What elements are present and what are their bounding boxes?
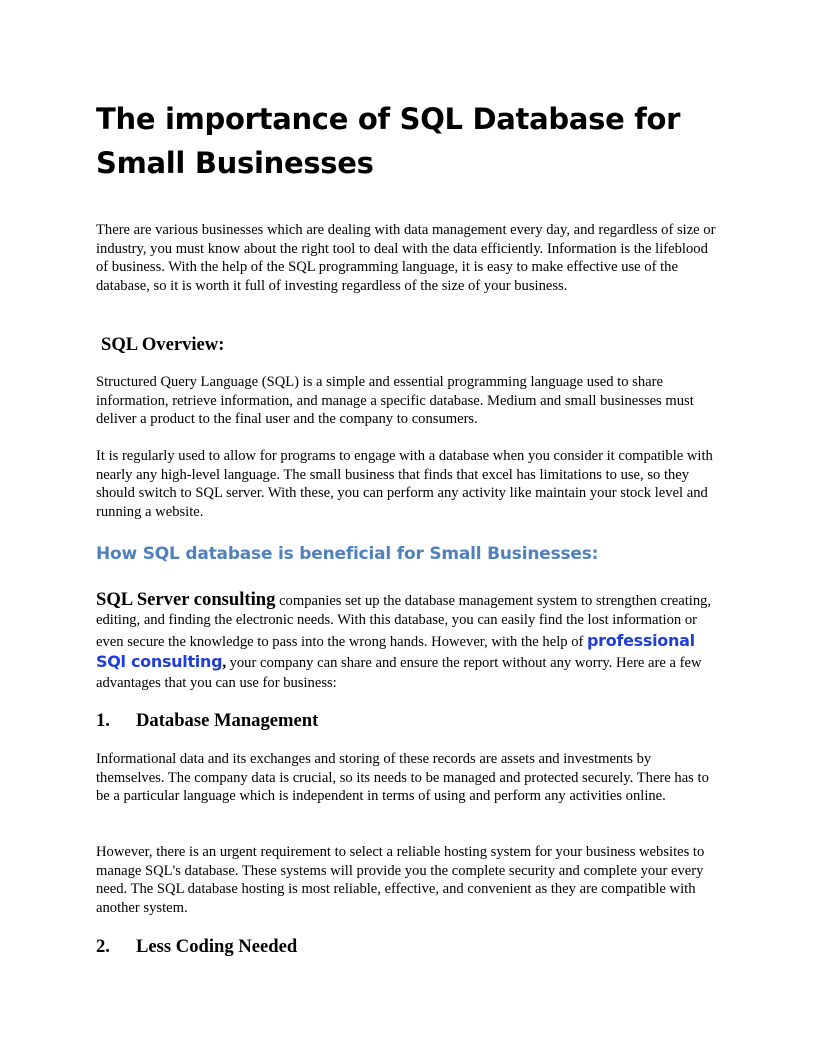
sql-server-consulting-term: SQL Server consulting — [96, 589, 276, 610]
section-1-number: 1. — [96, 710, 110, 731]
section-1-title: Database Management — [136, 710, 319, 731]
section-1-paragraph-2: However, there is an urgent requirement to select a reliable hosting system for your business websites to manage SQL's database. These systems will provide you the complete security and complete your every need. The SQL database hosting is most reliable, effective, and convenient as they are compatible with another system. — [96, 844, 705, 916]
benefits-text-part2: your company can share and ensure the report without any worry. Here are a few advantages that you can use for business: — [96, 655, 702, 691]
intro-paragraph: There are various businesses which are dealing with data management every day, and regardless of size or industry, you must know about the right tool to deal with the data efficiently. Information is the lifeblood of business. With the help of the SQL programming language, it is easy to make effective use of the database, so it is worth it full of investing regardless of the size of your business. — [96, 222, 716, 294]
section-2-heading — [96, 936, 297, 958]
section-1-heading — [96, 710, 318, 732]
benefits-text-part1: companies set up the database management system to strengthen creating, editing, and finding the electronic needs. With this database, you can easily find the lost information or even secure the knowledge to pass into the wrong hands. However, with the help of — [96, 593, 712, 650]
sql-overview-heading: SQL Overview: — [101, 334, 225, 355]
benefits-paragraph — [96, 590, 720, 693]
page-title: The importance of SQL Database for Small Businesses — [96, 102, 681, 180]
section-1-paragraph-1: Informational data and its exchanges and storing of these records are assets and investments by themselves. The company data is crucial, so its needs to be managed and protected securely. There has to be a particular language which is independent in terms of using and perform any activities online. — [96, 751, 709, 805]
link-text[interactable]: professional SQl consulting — [96, 630, 695, 672]
benefits-heading: How SQL database is beneficial for Small Businesses: — [96, 544, 599, 564]
overview-paragraph-1: Structured Query Language (SQL) is a simple and essential programming language used to share information, retrieve information, and manage a specific database. Medium and small businesses must deliver a product to the final user and the company to consumers. — [96, 374, 694, 428]
overview-paragraph-2: It is regularly used to allow for programs to engage with a database when you consider it compatible with nearly any high-level language. The small business that finds that excel has limitations to use, so they should switch to SQL server. With these, you can perform any activity like maintain your stock level and running a website. — [96, 448, 713, 520]
section-2-title: Less Coding Needed — [136, 936, 298, 957]
link-comma: , — [222, 654, 226, 672]
section-2-number: 2. — [96, 936, 110, 957]
